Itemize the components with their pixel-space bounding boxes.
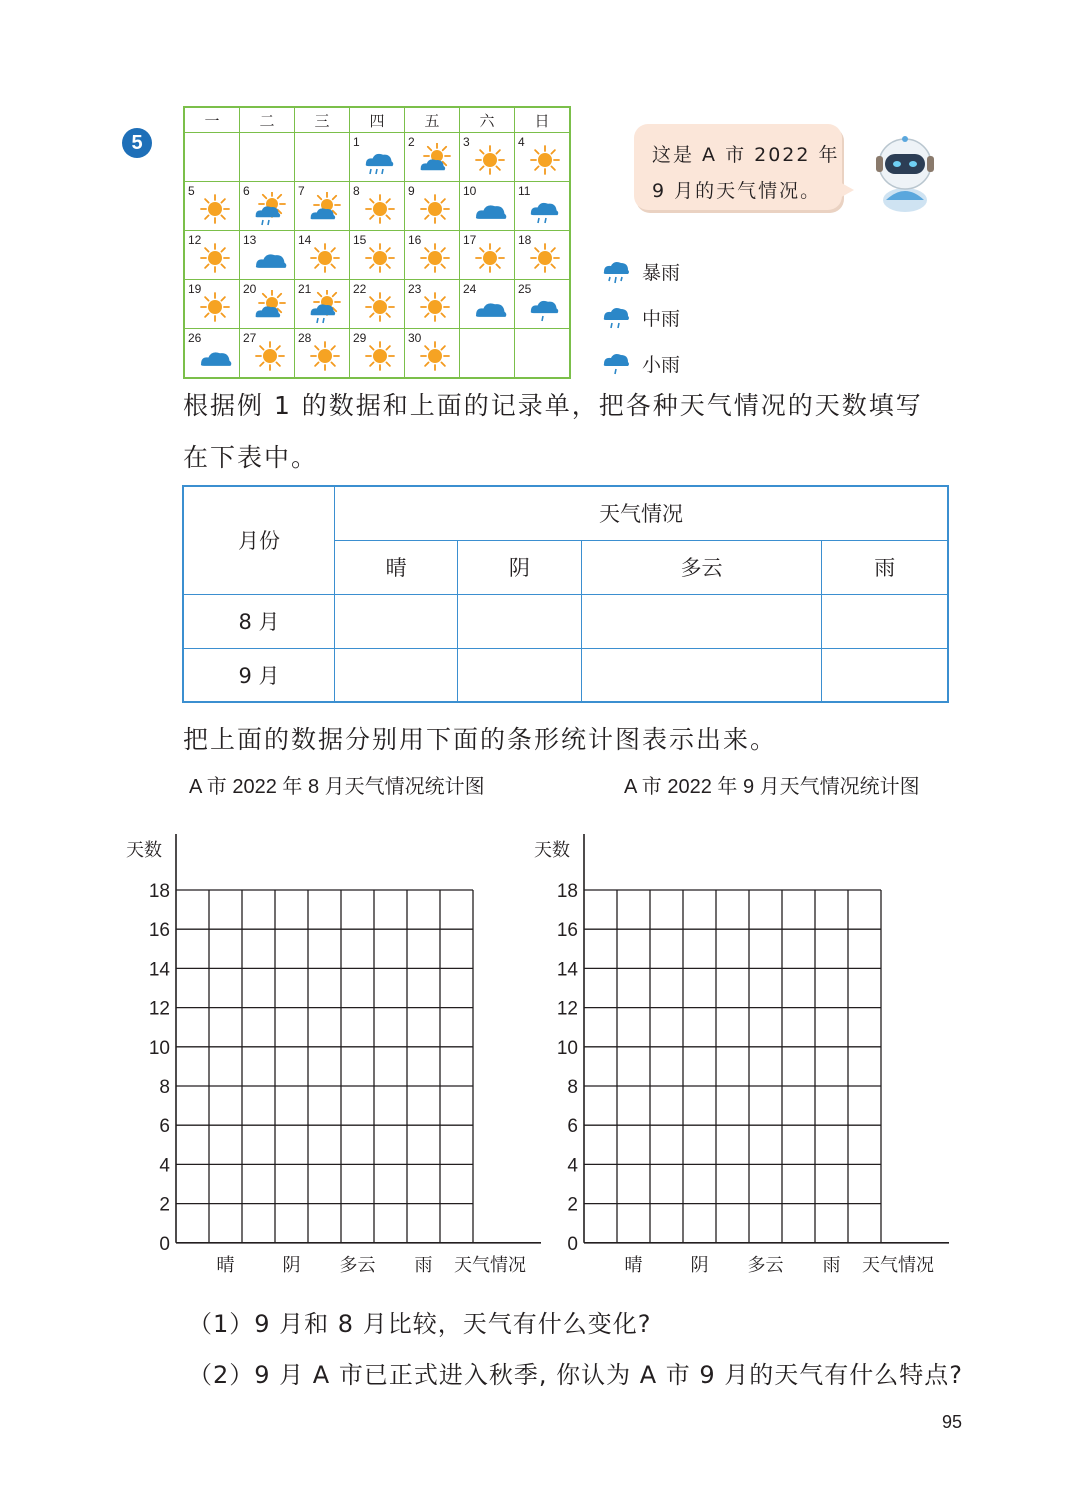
blank-cell[interactable]: [822, 594, 948, 648]
day-number: 12: [188, 233, 202, 247]
calendar-week-row: [184, 280, 570, 329]
calendar-day-cell: [184, 133, 240, 182]
sunny-icon: [307, 339, 343, 373]
calendar-day-cell: [515, 133, 571, 182]
day-number: 18: [518, 233, 532, 247]
y-tick-label: 6: [159, 1116, 170, 1138]
sunny-icon: [417, 192, 453, 226]
table-row-september: [183, 648, 948, 702]
column-header-sunny: 晴: [335, 540, 458, 594]
day-number: 13: [243, 233, 257, 247]
x-category-label: 晴: [624, 1254, 643, 1275]
x-category-label: 雨: [822, 1254, 841, 1275]
blank-cell[interactable]: [581, 594, 822, 648]
calendar-day-cell: [184, 182, 240, 231]
sunny-icon: [197, 192, 233, 226]
partly-cloudy-icon: [252, 290, 288, 324]
calendar-day-cell: [515, 182, 571, 231]
sunny-icon: [362, 241, 398, 275]
calendar-day-cell: [460, 231, 515, 280]
calendar-day-cell: [184, 280, 240, 329]
light-rain-icon: [600, 350, 632, 378]
month-cell: 8 月: [183, 594, 335, 648]
y-tick-label: 8: [567, 1077, 578, 1098]
sunny-icon: [307, 241, 343, 275]
day-number: 5: [188, 184, 195, 198]
y-tick-label: 18: [556, 881, 578, 902]
calendar-day-cell: [350, 280, 405, 329]
weather-header: 天气情况: [335, 486, 949, 540]
calendar-day-cell: [240, 280, 295, 329]
y-tick-label: 12: [556, 998, 578, 1020]
day-number: 9: [408, 184, 415, 198]
y-tick-label: 2: [159, 1194, 170, 1216]
calendar-week-row: [184, 133, 570, 182]
calendar-day-cell: [295, 329, 350, 379]
y-tick-label: 0: [159, 1233, 170, 1255]
calendar-day-cell: [460, 182, 515, 231]
day-number: 17: [463, 233, 477, 247]
weekday-header: 二: [240, 107, 295, 133]
x-axis-label: 天气情况: [454, 1254, 526, 1275]
y-tick-label: 14: [556, 959, 578, 981]
day-number: 19: [188, 282, 202, 296]
y-tick-label: 4: [567, 1155, 578, 1177]
calendar-day-cell: [350, 133, 405, 182]
calendar-day-cell: [460, 329, 515, 379]
calendar-day-cell: [184, 231, 240, 280]
calendar-day-cell: [295, 231, 350, 280]
cloudy-icon: [252, 241, 288, 275]
day-number: 3: [463, 135, 470, 149]
cloudy-icon: [197, 339, 233, 373]
sunny-icon: [527, 143, 563, 177]
cloudy-icon: [472, 290, 508, 324]
weekday-header: 一: [184, 107, 240, 133]
calendar-day-cell: [460, 133, 515, 182]
y-tick-label: 6: [567, 1116, 578, 1138]
robot-mascot-icon: [872, 130, 938, 212]
bubble-text-line2: 9 月的天气情况。: [652, 180, 822, 202]
weekday-header: 四: [350, 107, 405, 133]
sunny-icon: [417, 290, 453, 324]
instruction-line2: 在下表中。: [183, 443, 319, 472]
calendar-day-cell: [515, 231, 571, 280]
heavy-rain-icon: [600, 258, 632, 286]
y-tick-label: 16: [556, 920, 578, 942]
y-tick-label: 4: [159, 1155, 170, 1177]
bubble-text-line1: 这是 A 市 2022 年: [652, 144, 840, 166]
x-category-label: 阴: [690, 1254, 709, 1275]
y-tick-label: 0: [567, 1233, 578, 1255]
day-number: 28: [298, 331, 312, 345]
day-number: 15: [353, 233, 367, 247]
y-tick-label: 12: [148, 998, 170, 1020]
blank-cell[interactable]: [335, 594, 458, 648]
speech-bubble-tail: [836, 180, 854, 200]
calendar-day-cell: [184, 329, 240, 379]
sunny-icon: [362, 290, 398, 324]
moderate-rain-icon: [600, 304, 632, 332]
calendar-day-cell: [460, 280, 515, 329]
question-2: （2）9 月 A 市已正式进入秋季, 你认为 A 市 9 月的天气有什么特点?: [188, 1361, 964, 1389]
day-number: 11: [518, 184, 531, 198]
blank-cell[interactable]: [458, 648, 581, 702]
moderate-rain-icon: [527, 192, 563, 226]
day-number: 27: [243, 331, 257, 345]
bar-chart-august: [120, 830, 550, 1275]
sunny-icon: [417, 339, 453, 373]
sunny-icon: [362, 192, 398, 226]
column-header-cloudy: 多云: [581, 540, 822, 594]
y-axis-label: 天数: [534, 840, 570, 861]
sunny-icon: [362, 339, 398, 373]
blank-cell[interactable]: [581, 648, 822, 702]
y-axis-label: 天数: [126, 840, 162, 861]
day-number: 20: [243, 282, 257, 296]
calendar-day-cell: [240, 329, 295, 379]
day-number: 6: [243, 184, 250, 198]
sunny-icon: [527, 241, 563, 275]
day-number: 8: [353, 184, 360, 198]
day-number: 2: [408, 135, 415, 149]
calendar-week-row: [184, 231, 570, 280]
chart-title-september: A 市 2022 年 9 月天气情况统计图: [624, 776, 920, 798]
calendar-day-cell: [240, 231, 295, 280]
cloudy-icon: [472, 192, 508, 226]
sunny-icon: [252, 339, 288, 373]
blank-cell[interactable]: [335, 648, 458, 702]
day-number: 22: [353, 282, 367, 296]
day-number: 29: [353, 331, 367, 345]
day-number: 24: [463, 282, 477, 296]
month-cell: 9 月: [183, 648, 335, 702]
partly-cloudy-icon: [417, 143, 453, 177]
day-number: 7: [298, 184, 305, 198]
day-number: 23: [408, 282, 422, 296]
weekday-header: 三: [295, 107, 350, 133]
instruction-line1: 根据例 1 的数据和上面的记录单，把各种天气情况的天数填写: [183, 391, 923, 420]
x-category-label: 多云: [339, 1254, 376, 1275]
day-number: 1: [353, 135, 360, 149]
sunny-icon: [197, 290, 233, 324]
x-axis-label: 天气情况: [862, 1254, 934, 1275]
calendar-day-cell: [240, 133, 295, 182]
page-number: 95: [942, 1412, 963, 1432]
partly-cloudy-rain-icon: [252, 192, 288, 226]
day-number: 16: [408, 233, 422, 247]
x-category-label: 阴: [282, 1254, 301, 1275]
weekday-header: 日: [515, 107, 571, 133]
calendar-day-cell: [515, 329, 571, 379]
calendar-day-cell: [350, 182, 405, 231]
sunny-icon: [472, 241, 508, 275]
month-header: 月份: [183, 486, 335, 594]
y-tick-label: 18: [148, 881, 170, 902]
legend-heavy-rain-label: 暴雨: [642, 262, 681, 284]
blank-cell[interactable]: [458, 594, 581, 648]
calendar-day-cell: [295, 133, 350, 182]
day-number: 10: [463, 184, 477, 198]
question-1: （1）9 月和 8 月比较，天气有什么变化?: [188, 1310, 652, 1338]
chart-instruction: 把上面的数据分别用下面的条形统计图表示出来。: [183, 725, 778, 754]
calendar-day-cell: [405, 280, 460, 329]
x-category-label: 雨: [414, 1254, 433, 1275]
sunny-icon: [417, 241, 453, 275]
y-tick-label: 10: [556, 1037, 578, 1059]
legend-moderate-rain-label: 中雨: [642, 308, 681, 330]
calendar-day-cell: [240, 182, 295, 231]
calendar-day-cell: [295, 280, 350, 329]
column-header-overcast: 阴: [458, 540, 581, 594]
day-number: 21: [298, 282, 312, 296]
heavy-rain-icon: [362, 143, 398, 177]
light-rain-icon: [527, 290, 563, 324]
bar-chart-september: [528, 830, 958, 1275]
legend-light-rain-label: 小雨: [642, 354, 681, 376]
x-category-label: 晴: [216, 1254, 235, 1275]
y-tick-label: 14: [148, 959, 170, 981]
calendar-day-cell: [405, 133, 460, 182]
weather-days-table: [182, 485, 949, 703]
y-tick-label: 8: [159, 1077, 170, 1098]
calendar-week-row: [184, 329, 570, 379]
calendar-day-cell: [405, 231, 460, 280]
x-category-label: 多云: [747, 1254, 784, 1275]
table-row-august: [183, 594, 948, 648]
weekday-header: 六: [460, 107, 515, 133]
calendar-week-row: [184, 182, 570, 231]
day-number: 25: [518, 282, 532, 296]
chart-title-august: A 市 2022 年 8 月天气情况统计图: [189, 776, 485, 798]
calendar-day-cell: [405, 182, 460, 231]
calendar-day-cell: [405, 329, 460, 379]
calendar-day-cell: [350, 329, 405, 379]
sunny-icon: [197, 241, 233, 275]
y-tick-label: 2: [567, 1194, 578, 1216]
y-tick-label: 16: [148, 920, 170, 942]
y-tick-label: 10: [148, 1037, 170, 1059]
calendar-day-cell: [350, 231, 405, 280]
calendar-day-cell: [515, 280, 571, 329]
partly-cloudy-rain-icon: [307, 290, 343, 324]
blank-cell[interactable]: [822, 648, 948, 702]
day-number: 30: [408, 331, 422, 345]
partly-cloudy-icon: [307, 192, 343, 226]
column-header-rain: 雨: [822, 540, 948, 594]
calendar-day-cell: [295, 182, 350, 231]
weather-calendar: [183, 106, 571, 379]
day-number: 4: [518, 135, 525, 149]
day-number: 14: [298, 233, 312, 247]
problem-number-badge: 5: [122, 128, 152, 158]
sunny-icon: [472, 143, 508, 177]
weekday-header: 五: [405, 107, 460, 133]
day-number: 26: [188, 331, 202, 345]
